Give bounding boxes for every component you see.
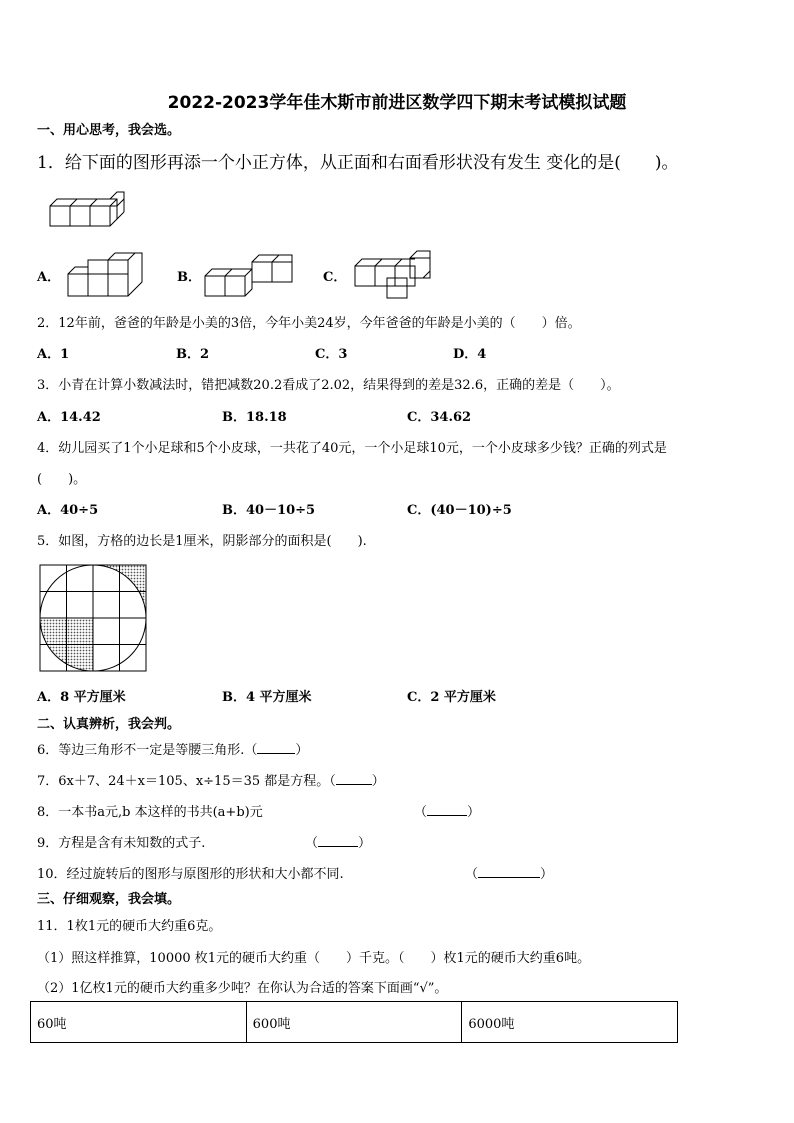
question-11-sub-2: （2）1亿枚1元的硬币大约重多少吨？在你认为合适的答案下面画“√”。	[37, 981, 448, 996]
q1-option-a: A．	[37, 270, 61, 285]
q6-close-paren: ）	[295, 743, 309, 758]
q10-answer	[465, 863, 553, 882]
question-5-text: 5．如图，方格的边长是1厘米，阴影部分的面积是( ).	[37, 534, 367, 549]
q4-option-c: C．(40－10)÷5	[407, 503, 512, 518]
q4-option-b: B．40－10÷5	[222, 503, 316, 518]
q11-option-60[interactable]: 60吨	[31, 1002, 247, 1043]
question-8-text: 8．一本书a元,b 本这样的书共(a+b)元	[37, 805, 263, 820]
question-9-text: 9．方程是含有未知数的式子.	[37, 836, 206, 851]
q2-option-b: B．2	[176, 347, 210, 362]
question-7	[37, 770, 385, 789]
question-4-text-continued: ( )。	[37, 472, 87, 487]
q8-answer-blank[interactable]	[427, 803, 467, 816]
q7-close-paren: ）	[371, 774, 385, 789]
q9-open-paren: （	[305, 836, 319, 851]
q8-answer	[414, 801, 480, 820]
section-3-heading: 三、仔细观察，我会填。	[37, 892, 181, 907]
q5-option-a: A．8 平方厘米	[37, 690, 126, 705]
q8-open-paren: （	[414, 805, 428, 820]
q4-option-a: A．40÷5	[37, 503, 99, 518]
q1-option-c-figure	[355, 258, 435, 300]
question-11-sub-1: （1）照这样推算，10000 枚1元的硬币大约重（ ）千克。（ ）枚1元的硬币大约重6吨。	[37, 951, 591, 966]
question-4-text: 4．幼儿园买了1个小足球和5个小皮球，一共花了40元，一个小足球10元，一个小皮球多少钱？正确的列式是	[37, 441, 667, 456]
q11-answer-table	[30, 1001, 678, 1043]
q1-option-a-figure	[68, 260, 148, 298]
question-6	[37, 739, 308, 758]
section-2-heading: 二、认真辨析，我会判。	[37, 717, 181, 732]
q1-option-b-figure	[205, 258, 290, 298]
question-6-text: 6．等边三角形不一定是等腰三角形.（	[37, 743, 258, 758]
section-1-heading: 一、用心思考，我会选。	[37, 123, 181, 138]
q6-answer-blank[interactable]	[257, 741, 295, 754]
question-3-text: 3．小青在计算小数减法时，错把减数20.2看成了2.02，结果得到的差是32.6，正确的差是（ ）。	[37, 378, 620, 393]
q1-option-c: C．	[323, 270, 347, 285]
q8-close-paren: ）	[467, 805, 481, 820]
question-1-text: 1．给下面的图形再添一个小正方体，从正面和右面看形状没有发生 变化的是( )。	[37, 153, 679, 173]
q1-option-b: B．	[177, 270, 201, 285]
q9-answer	[305, 832, 371, 851]
q11-option-6000[interactable]: 6000吨	[462, 1002, 678, 1043]
q2-option-a: A．1	[37, 347, 70, 362]
q5-option-c: C．2 平方厘米	[407, 690, 496, 705]
q7-answer-blank[interactable]	[336, 772, 372, 785]
q1-main-cube-figure	[50, 194, 130, 232]
q3-option-b: B．18.18	[222, 410, 287, 425]
q5-option-b: B．4 平方厘米	[222, 690, 312, 705]
q9-answer-blank[interactable]	[318, 834, 358, 847]
q10-open-paren: （	[465, 867, 479, 882]
question-10-text: 10．经过旋转后的图形与原图形的形状和大小都不同.	[37, 867, 344, 882]
q10-answer-blank[interactable]	[478, 865, 540, 878]
question-7-text: 7．6x＋7、24＋x＝105、x÷15＝35 都是方程。（	[37, 774, 336, 789]
q2-option-d: D．4	[453, 347, 487, 362]
q5-grid-circle-figure	[40, 565, 146, 671]
page-title: 2022-2023学年佳木斯市前进区数学四下期末考试模拟试题	[167, 93, 627, 113]
table-row	[31, 1002, 678, 1043]
question-2-text: 2．12年前，爸爸的年龄是小美的3倍，今年小美24岁，今年爸爸的年龄是小美的（ ）倍。	[37, 316, 581, 331]
q10-close-paren: ）	[540, 867, 554, 882]
q9-close-paren: ）	[358, 836, 372, 851]
q2-option-c: C．3	[315, 347, 348, 362]
question-11-text: 11．1枚1元的硬币大约重6克。	[37, 919, 222, 934]
q11-option-600[interactable]: 600吨	[246, 1002, 462, 1043]
q3-option-c: C．34.62	[407, 410, 472, 425]
q3-option-a: A．14.42	[37, 410, 101, 425]
